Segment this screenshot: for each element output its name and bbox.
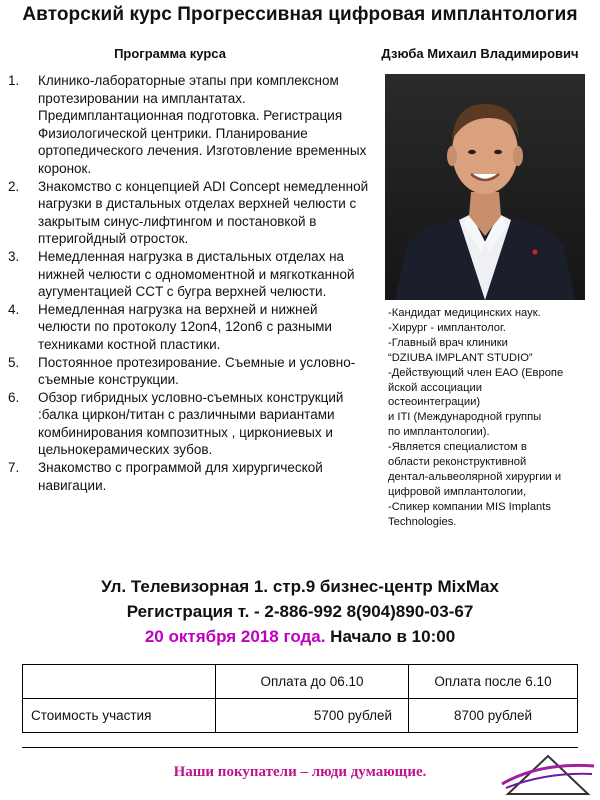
program-heading: Программа курса	[114, 46, 226, 61]
item-text: Обзор гибридных условно-съемных конструкций :балка циркон/титан с различными вариантами комбинирования композитных , циркониевых и цельнокерамических зубов.	[38, 389, 344, 458]
list-item	[0, 72, 372, 178]
list-item	[0, 301, 372, 354]
table-header-late: Оплата после 6.10	[409, 665, 578, 699]
divider	[22, 747, 578, 748]
item-text: Немедленная нагрузка на верхней и нижней челюсти по протоколу 12on4, 12on6 с разными техниками костной пластики.	[38, 301, 332, 352]
item-number: 4.	[8, 301, 20, 317]
event-date: 20 октября 2018 года.	[144, 627, 326, 646]
bio-line: дентал-альвеолярной хирургии и	[388, 470, 562, 483]
bio-line: -Кандидат медицинских наук.	[388, 307, 541, 319]
item-text: Клинико-лабораторные этапы при комплексном протезировании на имплантатах. Предимплантационная подготовка. Регистрация Физиологической центрики. Планирование ортопедического лечения. Изготовление временных коронок.	[38, 73, 367, 176]
list-item	[0, 248, 372, 301]
price-early: 5700 рублей	[216, 699, 409, 733]
author-bio	[388, 306, 598, 530]
program-list	[0, 72, 372, 494]
list-item	[0, 354, 372, 389]
event-registration: Регистрация т. - 2-886-992 8(904)890-03-67	[126, 602, 474, 621]
bio-line: по имплантологии).	[388, 426, 490, 439]
price-late: 8700 рублей	[409, 699, 578, 733]
brand-logo-icon	[500, 748, 596, 798]
event-date-line	[0, 624, 600, 649]
list-item	[0, 459, 372, 494]
item-text: Немедленная нагрузка в дистальных отделах на нижней челюсти с одномоментной и мягкотканной аугументацией CCT с бугра верхней челюсти.	[38, 248, 355, 300]
footer-slogan: Наши покупатели – люди думающие.	[173, 764, 427, 780]
item-number: 7.	[8, 460, 20, 476]
bio-line: цифровой имплантологии,	[388, 485, 527, 498]
bio-line: -Является специалистом в	[388, 441, 527, 454]
table-row	[23, 699, 578, 733]
table-row	[23, 665, 578, 699]
bio-line: -Спикер компании MIS Implants	[388, 500, 551, 513]
table-header-early: Оплата до 06.10	[216, 665, 409, 699]
item-text: Знакомство с программой для хирургической навигации.	[38, 460, 323, 493]
author-portrait-image	[385, 74, 585, 300]
author-photo	[385, 74, 585, 300]
bio-line: области реконструктивной	[388, 456, 527, 469]
page-title: Авторский курс Прогрессивная цифровая имплантология	[22, 4, 578, 25]
bio-line: -Главный врач клиники	[388, 336, 508, 349]
table-row-label: Стоимость участия	[23, 699, 216, 733]
item-number: 2.	[8, 178, 20, 194]
item-number: 3.	[8, 248, 20, 264]
bio-line: “DZIUBA IMPLANT STUDIO”	[388, 351, 533, 364]
item-number: 5.	[8, 354, 20, 370]
bio-line: Technologies.	[388, 515, 457, 528]
bio-line: йской ассоциации	[388, 381, 482, 394]
table-cell	[23, 665, 216, 699]
price-table	[22, 664, 578, 733]
bio-line: и ITI (Международной группы	[388, 411, 542, 424]
item-number: 1.	[8, 73, 20, 88]
list-item	[0, 178, 372, 248]
item-text: Постоянное протезирование. Съемные и условно-съемные конструкции.	[38, 354, 356, 388]
event-address: Ул. Телевизорная 1. стр.9 бизнес-центр MixMax	[101, 577, 499, 596]
bio-line: остеоинтеграции)	[388, 396, 481, 409]
author-name: Дзюба Михаил Владимирович	[381, 46, 579, 61]
bio-line: -Действующий член ЕАО (Европе	[388, 366, 564, 379]
event-start: Начало в 10:00	[325, 627, 456, 646]
item-number: 6.	[8, 389, 20, 405]
list-item	[0, 389, 372, 459]
event-info	[0, 574, 600, 649]
item-text: Знакомство с концепцией ADI Concept немедленной нагрузки в дистальных отделах верхней челюсти с закрытым синус-лифтингом и постановкой в птеригойдный отросток.	[38, 178, 369, 247]
bio-line: -Хирург - имплантолог.	[388, 321, 506, 334]
